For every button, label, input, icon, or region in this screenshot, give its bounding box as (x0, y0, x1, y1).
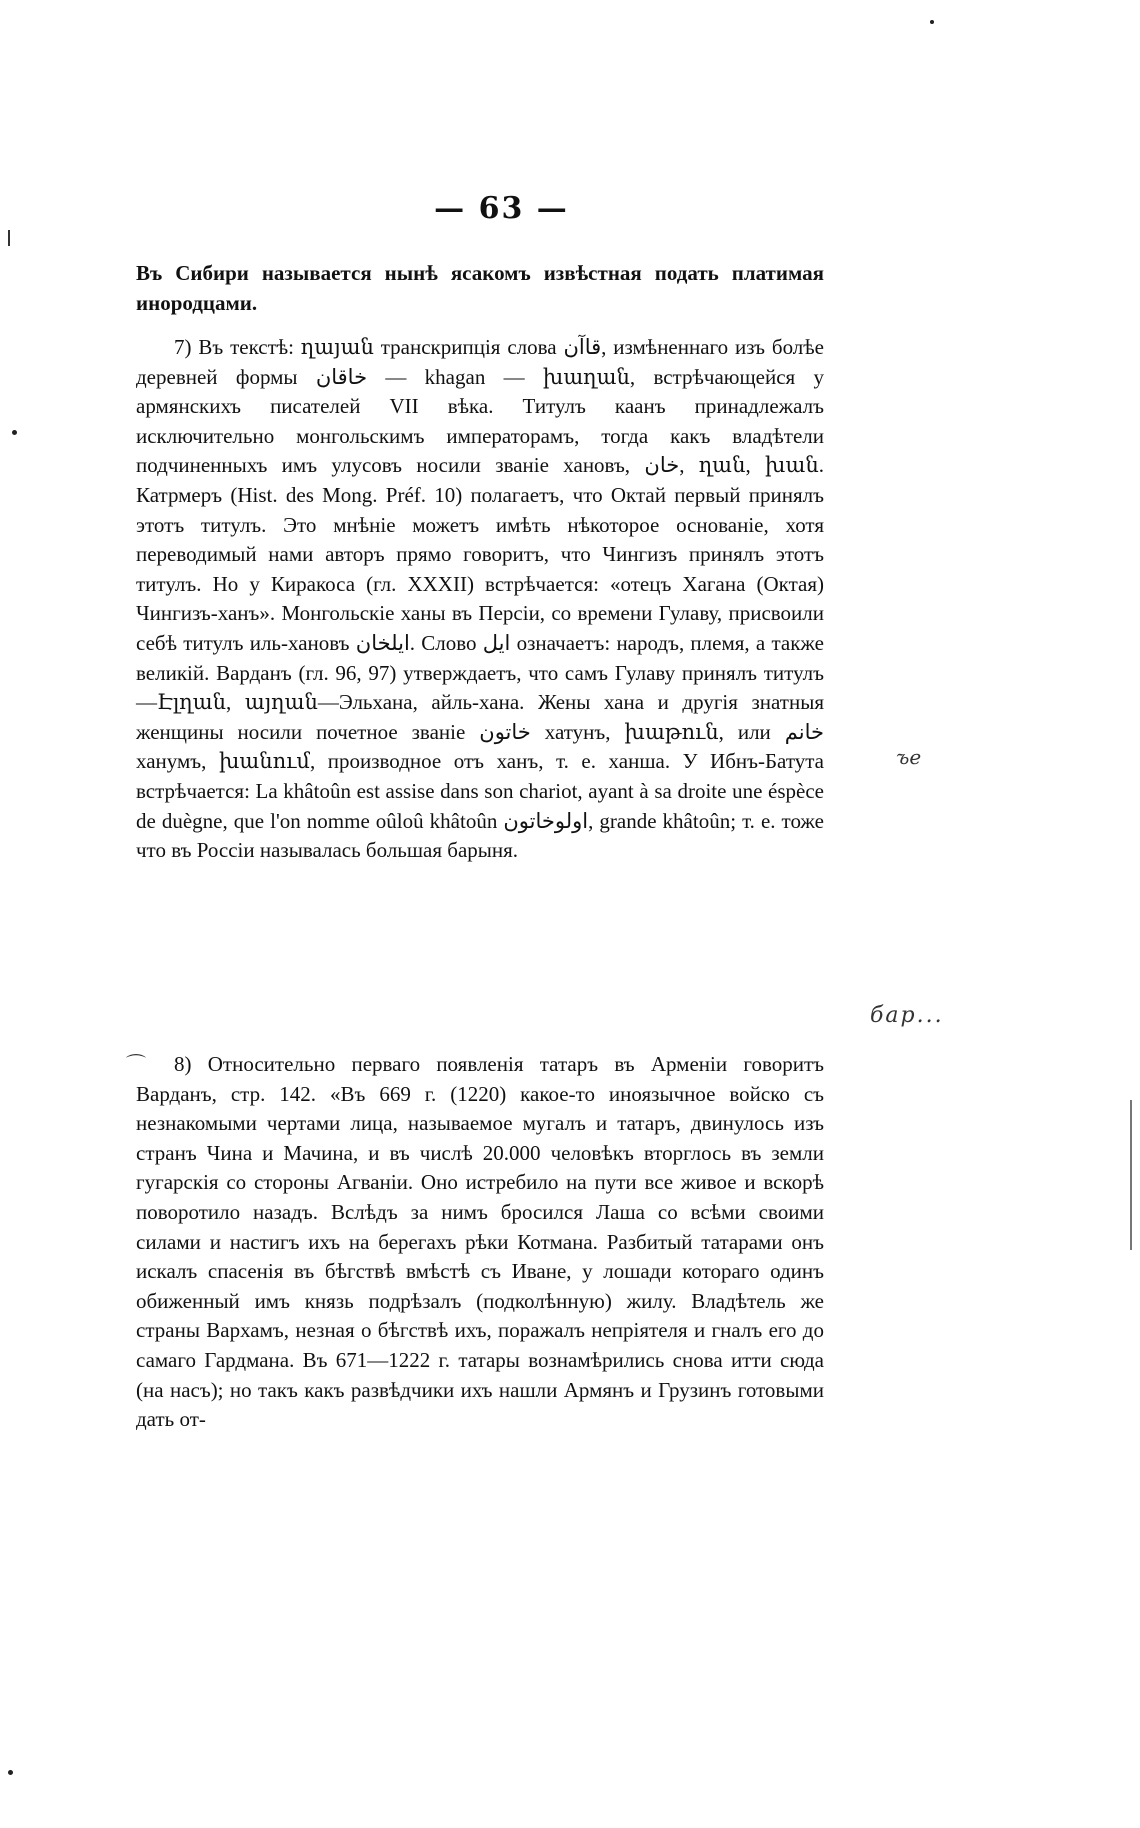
ink-dot (930, 20, 934, 24)
ink-mark (8, 230, 10, 246)
handwritten-margin-note-1: ъе (896, 745, 922, 769)
page-edge-line (1130, 1100, 1132, 1250)
handwritten-margin-note-2: бар... (870, 1003, 944, 1028)
paragraph-footnote-7: 7) Въ текстѣ: ղայան транскрипція слова قاآن, измѣненнаго изъ болѣе деревней формы خاقان — khagan — խաղան, встрѣчающейся у армянскихъ писателей VII вѣка. Титулъ каанъ принадлежалъ исключительно монгольскимъ императорамъ, тогда какъ владѣтели подчиненныхъ имъ улусовъ носили званіе хановъ, خان, ղան, խան. Катрмеръ (Hist. des Mong. Préf. 10) полагаетъ, что Октай первый принялъ этотъ титулъ. Это мнѣніе можетъ имѣть нѣкоторое основаніе, хотя переводимый нами авторъ прямо говоритъ, что Чингизъ принялъ этотъ титулъ. Но у Киракоса (гл. XXXII) встрѣчается: «отецъ Хагана (Октая) Чингизъ-ханъ». Монгольскіе ханы въ Персіи, со времени Гулаву, присвоили себѣ титулъ иль-хановъ ایلخان. Слово ایل означаетъ: народъ, племя, а также великій. Варданъ (гл. 96, 97) утверждаетъ, что самъ Гулаву принялъ титулъ—Էլղան, այղան—Эльхана, айль-хана. Жены хана и другія знатныя женщины носили почетное званіе خاتون хатунъ, խաթուն, или خانم ханумъ, խանում, производное отъ ханъ, т. е. ханша. У Ибнъ-Батута встрѣчается: La khâtoûn est assise dans son chariot, ayant à sa droite une éspèce de duègne, que l'on nomme oûloû khâtoûn اولوخاتون, grande khâtoûn; т. е. тоже что въ Россіи называлась большая барыня. (136, 335, 824, 863)
page-number: — 63 — (434, 191, 569, 226)
ink-dot (12, 430, 17, 435)
paragraph-footnote-6: Въ Сибири называется нынѣ ясакомъ извѣстная подать платимая инородцами. (136, 261, 824, 315)
paragraph-footnote-8: 8) Относительно перваго появленія татаръ въ Арменіи говоритъ Варданъ, стр. 142. «Въ 669 г. (1220) какое-то иноязычное войско съ незнакомыми чертами лица, называемое мугалъ и татаръ, двинулось изъ странъ Чина и Мачина, и въ числѣ 20.000 человѣкъ вторглось въ земли гугарскія со стороны Агваніи. Оно истребило на пути все живое и вскорѣ поворотило назадъ. Вслѣдъ за нимъ бросился Лаша со всѣми своими силами и настигъ ихъ на берегахъ рѣки Котмана. Разбитый татарами онъ искалъ спасенія въ бѣгствѣ вмѣстѣ съ Иване, у лошади котораго одинъ обиженный имъ князь подрѣзалъ (подколѣнную) жилу. Владѣтель же страны Вархамъ, незная о бѣгствѣ ихъ, поражалъ непріятеля и гналъ его до самаго Гардмана. Въ 671—1222 г. татары вознамѣрились снова итти сюда (на насъ); но такъ какъ развѣдчики ихъ нашли Армянъ и Грузинъ готовыми дать от- (136, 1052, 824, 1432)
ink-dot (8, 1770, 13, 1775)
handwritten-curl-mark: ⌒ (126, 1052, 146, 1076)
